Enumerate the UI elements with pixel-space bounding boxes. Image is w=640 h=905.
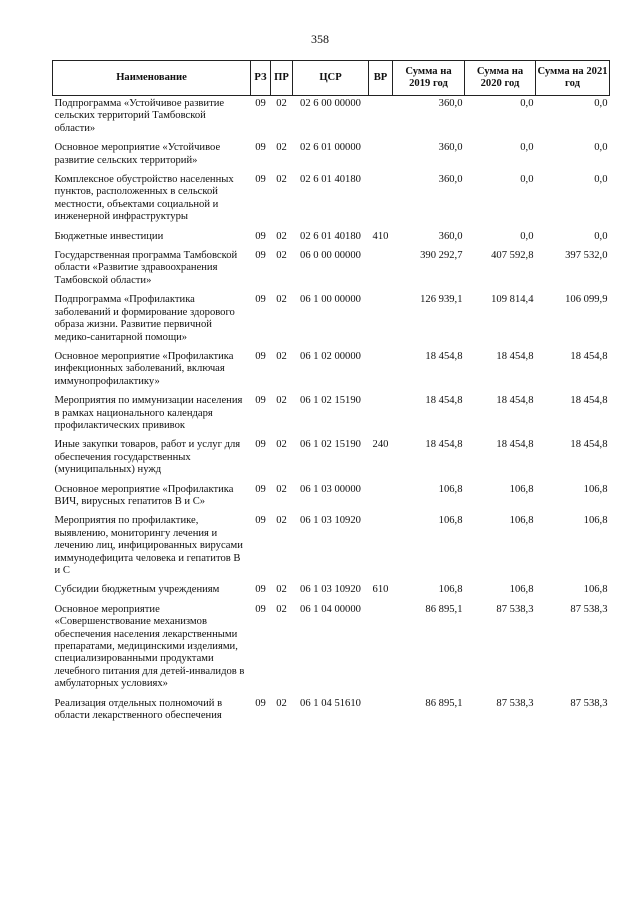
header-vr: ВР (369, 61, 393, 96)
row-csr: 06 1 02 15190 (300, 395, 361, 407)
row-name: Мероприятия по иммунизации населения в рамках национального календаря профилактических прививок (54, 395, 243, 431)
row-pr: 02 (276, 230, 287, 242)
row-name: Бюджетные инвестиции (54, 230, 164, 242)
row-sum-2019: 106,8 (438, 515, 463, 527)
row-sum-2021: 0,0 (594, 142, 608, 154)
row-csr: 06 1 04 00000 (300, 603, 361, 615)
row-rz: 09 (255, 142, 266, 154)
table-row (53, 292, 610, 349)
row-sum-2020: 106,8 (509, 515, 534, 527)
row-sum-2021: 106,8 (583, 515, 608, 527)
row-sum-2021: 397 532,0 (565, 250, 608, 262)
row-sum-2021: 106,8 (583, 483, 608, 495)
row-name: Подпрограмма «Профилактика заболеваний и формирование здорового образа жизни. Развитие первичной медико-санитарной помощи» (54, 294, 235, 343)
row-sum-2019: 86 895,1 (425, 603, 463, 615)
header-sum-2021: Сумма на 2021 год (536, 61, 610, 96)
row-rz: 09 (255, 250, 266, 262)
row-sum-2021: 18 454,8 (570, 395, 608, 407)
row-rz: 09 (255, 294, 266, 306)
row-sum-2019: 360,0 (438, 98, 463, 109)
row-sum-2019: 106,8 (438, 483, 463, 495)
table-row (53, 582, 610, 601)
row-vr: 610 (372, 584, 389, 596)
row-sum-2020: 0,0 (520, 98, 534, 109)
row-vr (369, 248, 393, 292)
row-csr: 06 1 04 51610 (300, 697, 361, 709)
row-sum-2021: 0,0 (594, 98, 608, 109)
row-rz: 09 (255, 603, 266, 615)
row-rz: 09 (255, 515, 266, 527)
row-vr (369, 140, 393, 172)
row-sum-2020: 0,0 (520, 174, 534, 186)
row-csr: 06 1 02 15190 (300, 439, 361, 451)
row-pr: 02 (276, 697, 287, 709)
row-name: Основное мероприятие «Устойчивое развитие сельских территорий» (54, 142, 221, 166)
table-row (53, 229, 610, 248)
row-sum-2021: 87 538,3 (570, 603, 608, 615)
table-row (53, 696, 610, 728)
row-name: Государственная программа Тамбовской области «Развитие здравоохранения Тамбовской области» (54, 250, 238, 286)
row-csr: 06 1 03 10920 (300, 515, 361, 527)
table-row (53, 437, 610, 481)
row-sum-2019: 390 292,7 (420, 250, 463, 262)
row-rz: 09 (255, 174, 266, 186)
table-body (53, 96, 610, 728)
row-sum-2020: 18 454,8 (496, 350, 534, 362)
header-pr: ПР (271, 61, 293, 96)
row-sum-2020: 407 592,8 (491, 250, 534, 262)
row-pr: 02 (276, 142, 287, 154)
row-vr (369, 172, 393, 229)
row-sum-2021: 87 538,3 (570, 697, 608, 709)
row-rz: 09 (255, 395, 266, 407)
row-sum-2020: 0,0 (520, 230, 534, 242)
row-sum-2020: 87 538,3 (496, 603, 534, 615)
row-csr: 02 6 00 00000 (300, 98, 361, 109)
row-sum-2020: 18 454,8 (496, 395, 534, 407)
row-csr: 06 1 03 10920 (300, 584, 361, 596)
row-name: Мероприятия по профилактике, выявлению, мониторингу лечения и лечению лиц, инфицированных вирусами иммунодефицита человека и гепатитов В и С (54, 515, 243, 576)
header-sum-2019: Сумма на 2019 год (393, 61, 465, 96)
row-name: Реализация отдельных полномочий в области лекарственного обеспечения (54, 697, 223, 722)
row-sum-2020: 0,0 (520, 142, 534, 154)
row-pr: 02 (276, 294, 287, 306)
row-pr: 02 (276, 250, 287, 262)
row-pr: 02 (276, 395, 287, 407)
row-vr (369, 292, 393, 349)
row-rz: 09 (255, 483, 266, 495)
row-csr: 06 0 00 00000 (300, 250, 361, 262)
row-vr (369, 696, 393, 728)
row-rz: 09 (255, 350, 266, 362)
row-sum-2020: 87 538,3 (496, 697, 534, 709)
row-csr: 06 1 02 00000 (300, 350, 361, 362)
table-row (53, 140, 610, 172)
table-header-row (53, 61, 610, 96)
row-sum-2021: 106,8 (583, 584, 608, 596)
row-vr: 240 (372, 439, 389, 451)
row-sum-2020: 109 814,4 (491, 294, 534, 306)
row-csr: 02 6 01 00000 (300, 142, 361, 154)
row-sum-2021: 106 099,9 (565, 294, 608, 306)
row-csr: 06 1 03 00000 (300, 483, 361, 495)
row-sum-2019: 360,0 (438, 230, 463, 242)
row-pr: 02 (276, 98, 287, 109)
row-vr (369, 349, 393, 393)
row-csr: 02 6 01 40180 (300, 230, 361, 242)
row-name: Субсидии бюджетным учреждениям (54, 584, 220, 596)
row-pr: 02 (276, 483, 287, 495)
row-vr (369, 513, 393, 582)
row-name: Основное мероприятие «Профилактика ВИЧ, вирусных гепатитов В и С» (54, 483, 234, 507)
budget-table (52, 60, 610, 727)
row-sum-2020: 106,8 (509, 483, 534, 495)
row-sum-2021: 0,0 (594, 174, 608, 186)
table-row (53, 172, 610, 229)
row-sum-2020: 18 454,8 (496, 439, 534, 451)
row-name: Комплексное обустройство населенных пунктов, расположенных в сельской местности, объектами социальной и инженерной инфраструктуры (54, 174, 234, 223)
row-rz: 09 (255, 584, 266, 596)
header-csr: ЦСР (293, 61, 369, 96)
row-pr: 02 (276, 584, 287, 596)
table-row (53, 248, 610, 292)
row-sum-2020: 106,8 (509, 584, 534, 596)
row-rz: 09 (255, 439, 266, 451)
row-sum-2019: 18 454,8 (425, 395, 463, 407)
row-sum-2019: 360,0 (438, 174, 463, 186)
row-sum-2019: 18 454,8 (425, 350, 463, 362)
row-pr: 02 (276, 350, 287, 362)
row-sum-2019: 86 895,1 (425, 697, 463, 709)
row-pr: 02 (276, 439, 287, 451)
table-row (53, 349, 610, 393)
row-csr: 02 6 01 40180 (300, 174, 361, 186)
row-sum-2019: 360,0 (438, 142, 463, 154)
row-vr (369, 96, 393, 141)
row-sum-2021: 0,0 (594, 230, 608, 242)
row-name: Подпрограмма «Устойчивое развитие сельских территорий Тамбовской области» (54, 98, 225, 134)
header-sum-2020: Сумма на 2020 год (465, 61, 536, 96)
row-sum-2019: 126 939,1 (420, 294, 463, 306)
table-row (53, 602, 610, 696)
row-pr: 02 (276, 603, 287, 615)
row-vr (369, 482, 393, 514)
row-vr: 410 (372, 230, 389, 242)
table-row (53, 482, 610, 514)
row-sum-2019: 18 454,8 (425, 439, 463, 451)
row-rz: 09 (255, 697, 266, 709)
row-vr (369, 602, 393, 696)
table-row (53, 513, 610, 582)
row-pr: 02 (276, 174, 287, 186)
table-row (53, 393, 610, 437)
row-rz: 09 (255, 230, 266, 242)
row-pr: 02 (276, 515, 287, 527)
page-number: 358 (311, 32, 329, 46)
row-sum-2021: 18 454,8 (570, 439, 608, 451)
row-name: Иные закупки товаров, работ и услуг для обеспечения государственных (муниципальных) нужд (54, 439, 241, 476)
row-name: Основное мероприятие «Совершенствование механизмов обеспечения населения лекарственными препаратами, медицинскими изделиями, специализированными продуктами лечебного питания для детей-инвалидов в амбулаторных условиях» (54, 603, 245, 690)
row-name: Основное мероприятие «Профилактика инфекционных заболеваний, включая иммунопрофилактику» (54, 350, 234, 387)
header-rz: РЗ (251, 61, 271, 96)
row-vr (369, 393, 393, 437)
row-sum-2019: 106,8 (438, 584, 463, 596)
row-rz: 09 (255, 98, 266, 109)
header-name: Наименование (53, 61, 251, 96)
row-csr: 06 1 00 00000 (300, 294, 361, 306)
row-sum-2021: 18 454,8 (570, 350, 608, 362)
table-row (53, 96, 610, 141)
